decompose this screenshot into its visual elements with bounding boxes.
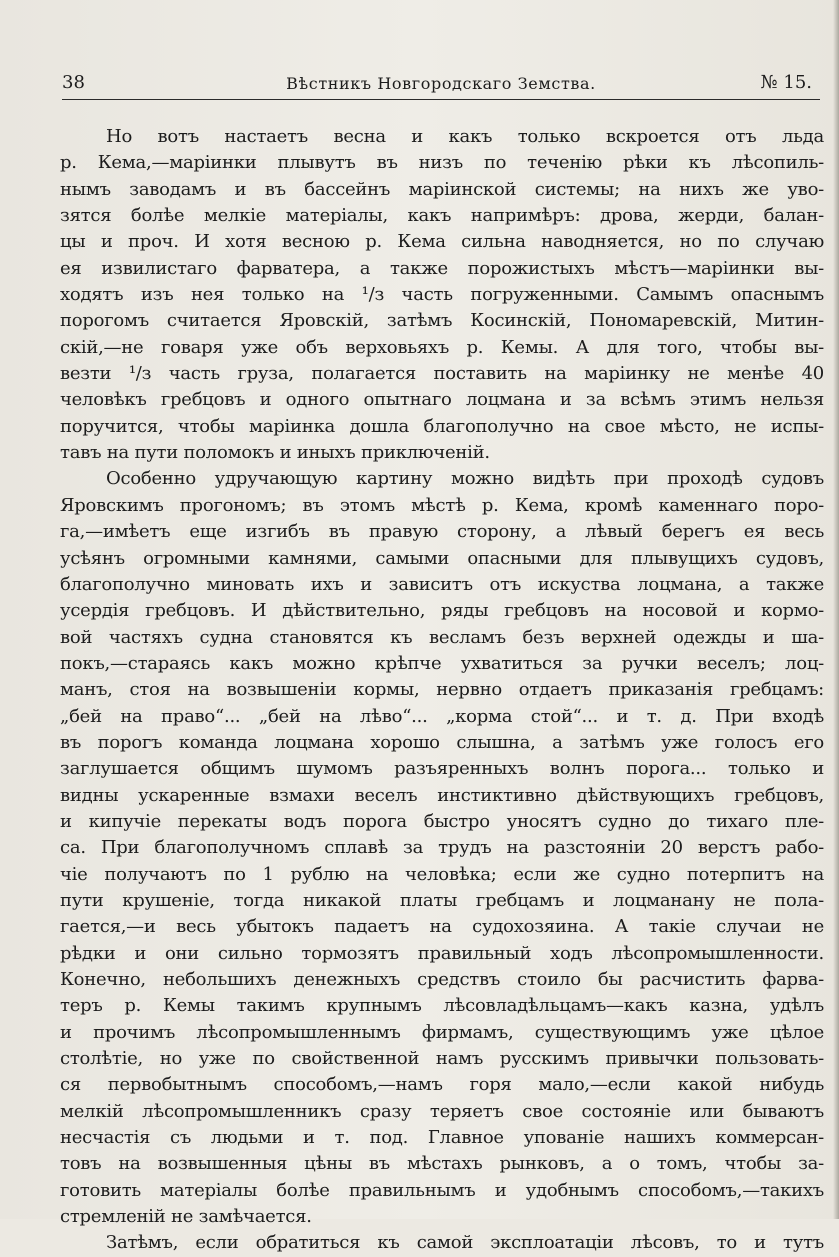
text-line: „бей на право“... „бей на лѣво“... „корма стой“... и т. д. При входѣ	[60, 705, 824, 727]
text-line: га,—имѣетъ еще изгибъ въ правую сторону, а лѣвый берегъ ея весь	[60, 521, 824, 543]
article-body	[60, 124, 824, 1257]
text-line: тавъ на пути поломокъ и иныхъ приключеній.	[60, 442, 490, 464]
text-line: цы и проч. И хотя весною р. Кема сильна наводняется, но по случаю	[60, 231, 824, 253]
text-line: зятся болѣе мелкіе матеріалы, какъ напримѣръ: дрова, жерди, балан-	[60, 205, 824, 227]
header-rule	[62, 99, 820, 100]
issue-number: № 15.	[760, 72, 812, 93]
text-line: пути крушеніе, тогда никакой платы гребцамъ и лоцманану не пола-	[60, 889, 824, 911]
text-line: Затѣмъ, если обратиться къ самой эксплоатаціи лѣсовъ, то и тутъ	[106, 1232, 824, 1254]
text-line: усѣянъ огромными камнями, самыми опасными для плывущихъ судовъ,	[60, 547, 824, 569]
text-line: вой частяхъ судна становятся къ весламъ безъ верхней одежды и ша-	[60, 626, 824, 648]
text-line: Яровскимъ прогономъ; въ этомъ мѣстѣ р. Кема, кромѣ каменнаго поро-	[60, 494, 824, 516]
text-line: покъ,—стараясь какъ можно крѣпче ухватиться за ручки веселъ; лоц-	[60, 652, 824, 674]
text-line: рѣдки и они сильно тормозятъ правильный ходъ лѣсопромышленности.	[60, 942, 824, 964]
text-line: и прочимъ лѣсопромышленнымъ фирмамъ, существующимъ уже цѣлое	[60, 1021, 824, 1043]
text-line: товъ на возвышенныя цѣны въ мѣстахъ рынковъ, а о томъ, чтобы за-	[60, 1153, 824, 1175]
text-line: са. При благополучномъ сплавѣ за трудъ на разстояніи 20 верстъ рабо-	[60, 837, 824, 859]
text-line: ея извилистаго фарватера, а также порожистыхъ мѣстъ—маріинки вы-	[60, 257, 824, 279]
text-line: ся первобытнымъ способомъ,—намъ горя мало,—если какой нибудь	[60, 1074, 824, 1096]
text-line: стремленій не замѣчается.	[60, 1206, 312, 1228]
journal-title: Вѣстникъ Новгородскаго Земства.	[286, 74, 596, 93]
text-line: скій,—не говаря уже объ верховьяхъ р. Кемы. А для того, чтобы вы-	[60, 336, 824, 358]
text-line: порогомъ считается Яровскій, затѣмъ Косинскій, Пономаревскій, Митин-	[60, 310, 824, 332]
text-line: гается,—и весь убытокъ падаетъ на судохозяина. А такіе случаи не	[60, 916, 824, 938]
page-number: 38	[62, 72, 85, 93]
text-line: благополучно миновать ихъ и зависитъ отъ искуства лоцмана, а также	[60, 573, 824, 595]
text-line: усердія гребцовъ. И дѣйствительно, ряды гребцовъ на носовой и кормо-	[60, 600, 824, 622]
text-line: несчастія съ людьми и т. под. Главное упованіе нашихъ коммерсан-	[60, 1127, 824, 1149]
text-line: ходятъ изъ нея только на ¹/з часть погруженными. Самымъ опаснымъ	[60, 284, 824, 306]
text-line: везти ¹/з часть груза, полагается поставить на маріинку не менѣе 40	[60, 363, 824, 385]
text-line: Конечно, небольшихъ денежныхъ средствъ стоило бы расчистить фарва-	[60, 969, 824, 990]
text-line: человѣкъ гребцовъ и одного опытнаго лоцмана и за всѣмъ этимъ нельзя	[60, 389, 824, 411]
text-line: въ порогъ команда лоцмана хорошо слышна, а затѣмъ уже голосъ его	[60, 731, 824, 753]
text-line: теръ р. Кемы такимъ крупнымъ лѣсовладѣльцамъ—какъ казна, удѣлъ	[60, 995, 824, 1017]
text-line: Но вотъ настаетъ весна и какъ только вскроется отъ льда	[106, 126, 824, 147]
text-line: манъ, стоя на возвышеніи кормы, нервно отдаетъ приказанія гребцамъ:	[60, 679, 824, 701]
text-line: Особенно удручающую картину можно видѣть при проходѣ судовъ	[106, 468, 824, 490]
text-line: готовить матеріалы болѣе правильнымъ и удобнымъ способомъ,—такихъ	[60, 1179, 824, 1201]
text-line: и кипучіе перекаты водъ порога быстро уносятъ судно до тихаго пле-	[60, 810, 824, 832]
text-line: р. Кема,—маріинки плывутъ въ низъ по теченію рѣки къ лѣсопиль-	[60, 152, 824, 174]
text-line: столѣтіе, но уже по свойственной намъ русскимъ привычки пользовать-	[60, 1048, 824, 1070]
text-line: мелкій лѣсопромышленникъ сразу теряетъ свое состояніе или бываютъ	[60, 1100, 824, 1122]
text-line: чіе получаютъ по 1 рублю на человѣка; если же судно потерпитъ на	[60, 863, 824, 885]
text-line: видны ускаренные взмахи веселъ инстиктивно дѣйствующихъ гребцовъ,	[60, 784, 824, 806]
text-line: поручится, чтобы маріинка дошла благополучно на свое мѣсто, не испы-	[60, 415, 824, 437]
text-line: нымъ заводамъ и въ бассейнъ маріинской системы; на нихъ же уво-	[60, 178, 824, 200]
page-edge-shadow	[833, 0, 839, 1219]
text-line: заглушается общимъ шумомъ разъяренныхъ волнъ порога... только и	[60, 758, 824, 780]
